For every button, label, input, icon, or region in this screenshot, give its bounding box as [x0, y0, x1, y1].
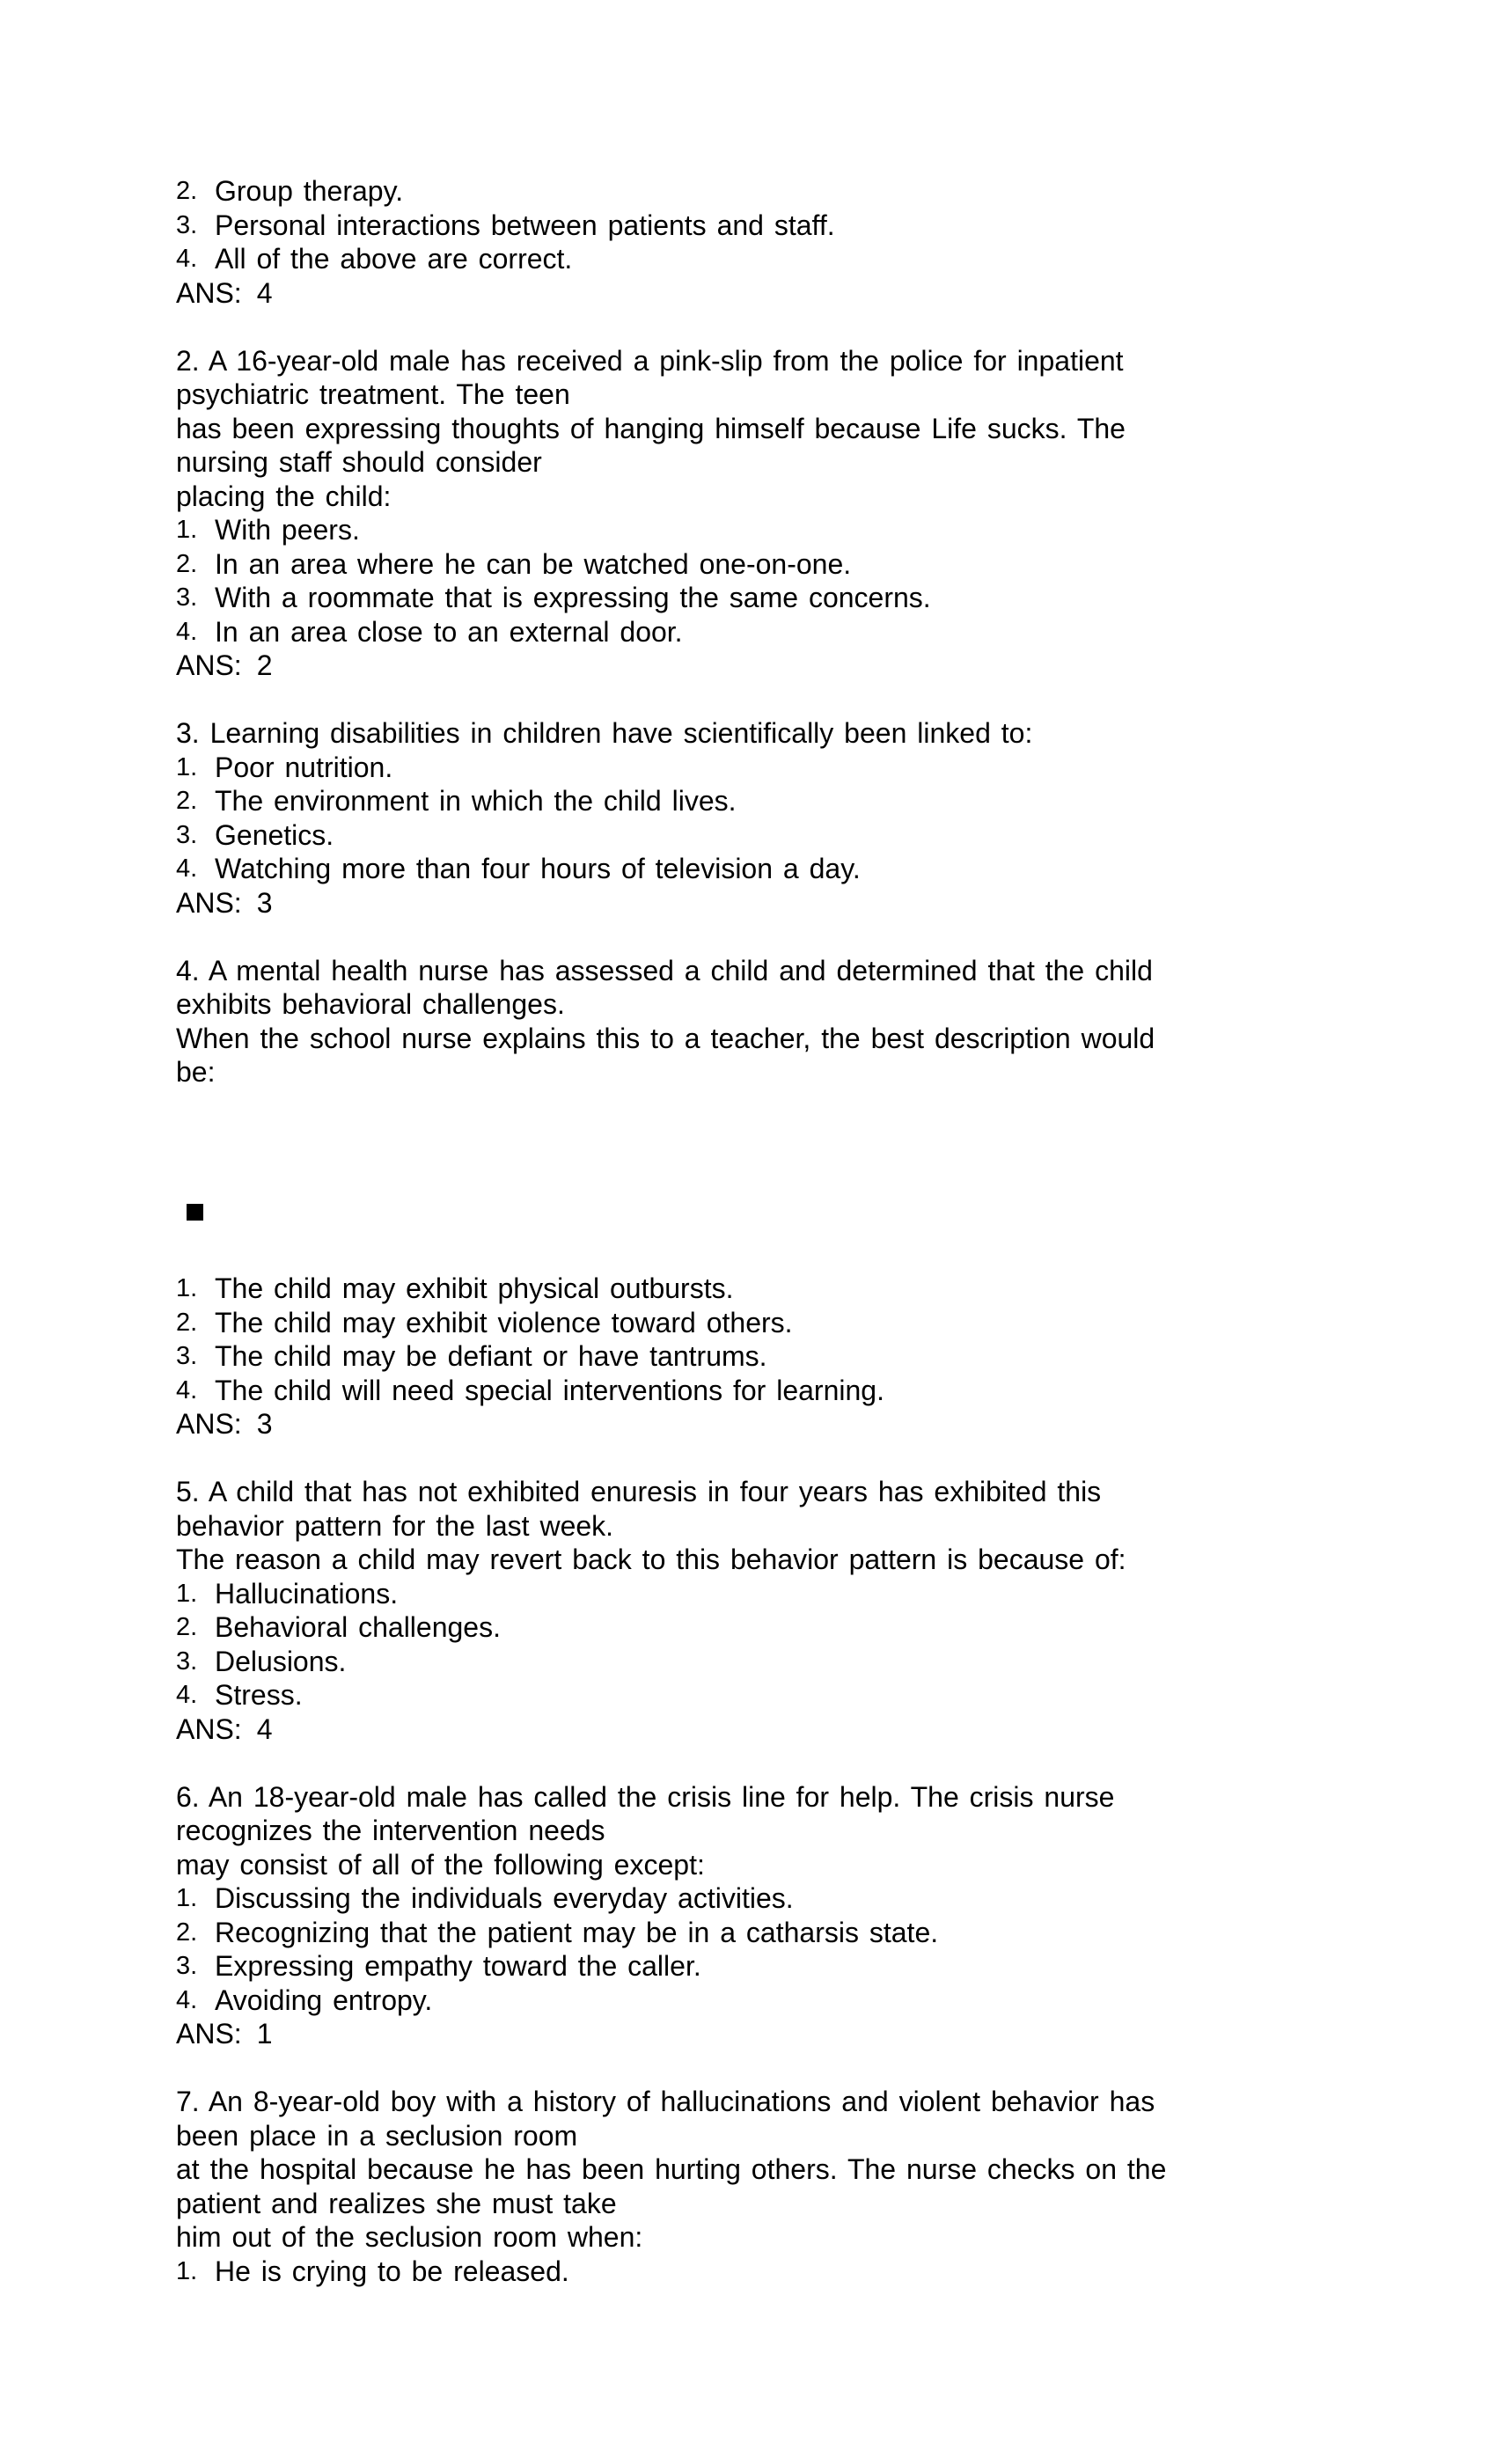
- list-item-text: Discussing the individuals everyday activities.: [215, 1882, 794, 1914]
- answer-line: [176, 649, 1461, 683]
- list-item: [176, 513, 1461, 547]
- list-item: [176, 852, 1461, 886]
- paragraph-line: placing the child:: [176, 480, 392, 512]
- list-item-marker: 4.: [176, 1681, 198, 1709]
- answer-option-list: [176, 174, 1461, 276]
- list-item-text: The child will need special interventions for learning.: [215, 1374, 884, 1406]
- list-item-text: Recognizing that the patient may be in a catharsis state.: [215, 1916, 939, 1948]
- list-item: [176, 1339, 1461, 1374]
- answer-value: 4: [256, 1712, 273, 1745]
- list-item: [176, 784, 1461, 818]
- paragraph-line: 2. A 16-year-old male has received a pink-slip from the police for inpatient: [176, 344, 1124, 377]
- list-item-marker: 3.: [176, 1646, 198, 1676]
- blank-line-gap: [176, 1746, 1461, 1780]
- list-item: [176, 1577, 1461, 1611]
- list-item-marker: 2.: [176, 787, 198, 815]
- list-item: [176, 1984, 1461, 2018]
- answer-label: ANS:: [176, 2018, 242, 2050]
- list-item-text: Group therapy.: [215, 175, 404, 207]
- question-paragraph: [176, 2085, 1461, 2255]
- list-item-marker: 2.: [176, 549, 198, 578]
- question-paragraph: [176, 1475, 1461, 1577]
- answer-option-list: [176, 1881, 1461, 2017]
- list-item-text: With peers.: [215, 514, 360, 546]
- blank-line-gap: [176, 1238, 1461, 1272]
- paragraph-line: may consist of all of the following except:: [176, 1848, 705, 1881]
- list-item-text: All of the above are correct.: [215, 243, 573, 275]
- answer-option-list: [176, 2255, 1461, 2289]
- answer-line: [176, 1712, 1461, 1747]
- list-item-marker: 2.: [176, 177, 198, 205]
- paragraph-line: psychiatric treatment. The teen: [176, 378, 570, 410]
- answer-line: [176, 886, 1461, 920]
- paragraph-line: be:: [176, 1056, 216, 1088]
- list-item: [176, 242, 1461, 276]
- paragraph-line: him out of the seclusion room when:: [176, 2221, 643, 2253]
- list-item-marker: 4.: [176, 1375, 198, 1404]
- answer-option-list: [176, 1272, 1461, 1407]
- paragraph-line: recognizes the intervention needs: [176, 1815, 605, 1846]
- answer-option-list: [176, 1577, 1461, 1712]
- list-item-marker: 3.: [176, 1342, 198, 1370]
- paragraph-line: been place in a seclusion room: [176, 2119, 578, 2152]
- blank-line-gap: [176, 920, 1461, 954]
- question-paragraph: [176, 716, 1461, 751]
- list-item: [176, 1881, 1461, 1916]
- list-item-text: The environment in which the child lives.: [215, 785, 737, 817]
- answer-value: 3: [256, 886, 273, 919]
- list-item-text: Hallucinations.: [215, 1577, 399, 1610]
- answer-value: 1: [256, 2018, 273, 2050]
- list-item: [176, 818, 1461, 853]
- list-item-text: Watching more than four hours of television a day.: [215, 853, 861, 884]
- list-item-text: The child may exhibit violence toward others.: [215, 1306, 793, 1338]
- answer-label: ANS:: [176, 1712, 242, 1745]
- list-item: [176, 209, 1461, 243]
- blank-line-gap: [176, 310, 1461, 344]
- list-item-marker: 3.: [176, 820, 198, 849]
- paragraph-line: behavior pattern for the last week.: [176, 1509, 614, 1542]
- bullet-square-icon: [187, 1204, 203, 1221]
- list-item-marker: 3.: [176, 210, 198, 239]
- paragraph-line: 5. A child that has not exhibited enuresis in four years has exhibited this: [176, 1476, 1102, 1507]
- list-item-marker: 2.: [176, 1308, 198, 1337]
- answer-label: ANS:: [176, 276, 242, 309]
- answer-option-list: [176, 513, 1461, 649]
- list-item: [176, 174, 1461, 209]
- list-item-marker: 1.: [176, 516, 198, 544]
- answer-line: [176, 276, 1461, 311]
- question-paragraph: [176, 1780, 1461, 1882]
- list-item: [176, 1678, 1461, 1712]
- paragraph-line: 3. Learning disabilities in children have scientifically been linked to:: [176, 717, 1033, 749]
- list-item-marker: 4.: [176, 245, 198, 273]
- list-item-marker: 1.: [176, 752, 198, 781]
- paragraph-line: nursing staff should consider: [176, 446, 542, 478]
- list-item-text: With a roommate that is expressing the same concerns.: [215, 582, 931, 613]
- paragraph-line: patient and realizes she must take: [176, 2187, 617, 2219]
- paragraph-line: exhibits behavioral challenges.: [176, 988, 565, 1020]
- list-item-text: The child may exhibit physical outbursts.: [215, 1272, 734, 1304]
- list-item-text: Avoiding entropy.: [215, 1984, 433, 2016]
- answer-value: 3: [256, 1408, 273, 1440]
- list-item-marker: 3.: [176, 583, 198, 612]
- list-item-text: Genetics.: [215, 818, 334, 851]
- list-item-text: Poor nutrition.: [215, 751, 393, 783]
- paragraph-line: 4. A mental health nurse has assessed a child and determined that the child: [176, 954, 1153, 986]
- blank-line-gap: [176, 2051, 1461, 2086]
- list-item-text: Delusions.: [215, 1645, 347, 1677]
- paragraph-line: 7. An 8-year-old boy with a history of hallucinations and violent behavior has: [176, 2086, 1155, 2117]
- list-item-marker: 1.: [176, 1579, 198, 1608]
- list-item-marker: 1.: [176, 1884, 198, 1912]
- question-paragraph: [176, 344, 1461, 514]
- answer-line: [176, 1407, 1461, 1441]
- list-item-text: In an area where he can be watched one-on-one.: [215, 547, 852, 580]
- list-item: [176, 1949, 1461, 1984]
- list-item: [176, 1272, 1461, 1306]
- answer-value: 2: [256, 649, 273, 681]
- list-item-text: Expressing empathy toward the caller.: [215, 1950, 701, 1982]
- list-item: [176, 1916, 1461, 1950]
- list-item-text: He is crying to be released.: [215, 2255, 569, 2287]
- list-item-marker: 3.: [176, 1952, 198, 1980]
- list-item: [176, 2255, 1461, 2289]
- empty-bullet-line: [176, 1204, 1461, 1238]
- list-item: [176, 1645, 1461, 1679]
- list-item-text: The child may be defiant or have tantrums.: [215, 1340, 767, 1372]
- blank-line-gap: [176, 1441, 1461, 1476]
- question-paragraph: [176, 954, 1461, 1089]
- blank-line-gap: [176, 683, 1461, 717]
- blank-line-gap: [176, 1089, 1461, 1192]
- list-item-text: Personal interactions between patients and staff.: [215, 209, 835, 241]
- list-item: [176, 581, 1461, 615]
- answer-label: ANS:: [176, 1408, 242, 1440]
- list-item-marker: 1.: [176, 2256, 198, 2285]
- list-item-marker: 4.: [176, 1985, 198, 2014]
- list-item: [176, 1374, 1461, 1408]
- list-item: [176, 751, 1461, 785]
- list-item: [176, 1306, 1461, 1340]
- paragraph-line: The reason a child may revert back to this behavior pattern is because of:: [176, 1544, 1126, 1575]
- answer-option-list: [176, 751, 1461, 886]
- answer-label: ANS:: [176, 649, 242, 681]
- paragraph-line: has been expressing thoughts of hanging himself because Life sucks. The: [176, 412, 1126, 444]
- list-item-marker: 1.: [176, 1274, 198, 1302]
- document-content: [176, 174, 1461, 2288]
- answer-label: ANS:: [176, 886, 242, 919]
- list-item: [176, 1610, 1461, 1645]
- list-item: [176, 547, 1461, 582]
- list-item-marker: 4.: [176, 617, 198, 646]
- paragraph-line: at the hospital because he has been hurting others. The nurse checks on the: [176, 2153, 1167, 2185]
- list-item-marker: 2.: [176, 1918, 198, 1947]
- list-item-marker: 2.: [176, 1613, 198, 1641]
- list-item-text: In an area close to an external door.: [215, 615, 683, 648]
- answer-value: 4: [256, 276, 273, 309]
- list-item-text: Behavioral challenges.: [215, 1611, 501, 1643]
- list-item-text: Stress.: [215, 1679, 303, 1711]
- paragraph-line: 6. An 18-year-old male has called the crisis line for help. The crisis nurse: [176, 1780, 1115, 1813]
- list-item-marker: 4.: [176, 854, 198, 883]
- list-item: [176, 615, 1461, 649]
- answer-line: [176, 2017, 1461, 2051]
- paragraph-line: When the school nurse explains this to a teacher, the best description would: [176, 1022, 1155, 1054]
